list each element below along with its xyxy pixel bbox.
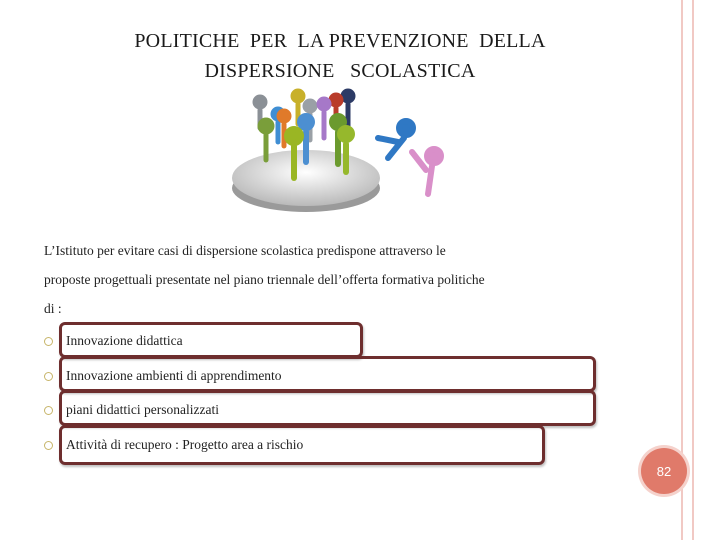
paragraph-line-1: L’Istituto per evitare casi di dispersione scolastica predispone attraverso le: [44, 243, 446, 258]
paragraph-line-2: proposte progettuali presentate nel piano triennale dell’offerta formativa politiche: [44, 272, 485, 287]
bullet-circle-icon: [44, 337, 53, 346]
title-line-2: DISPERSIONE SCOLASTICA: [204, 60, 476, 82]
bullet-label: Innovazione ambienti di apprendimento: [66, 368, 282, 383]
bullet-circle-icon: [44, 441, 53, 450]
bullet-circle-icon: [44, 406, 53, 415]
bullet-label: Innovazione didattica: [66, 333, 183, 348]
page-number-badge: 82: [641, 448, 687, 494]
bullet-label: Attività di recupero : Progetto area a rischio: [66, 437, 304, 452]
people-on-platform-illustration: [228, 86, 448, 218]
title-line-1: POLITICHE PER LA PREVENZIONE DELLA: [134, 30, 546, 52]
paragraph-line-3: di :: [44, 301, 62, 316]
bullet-circle-icon: [44, 372, 53, 381]
bullet-label: piani didattici personalizzati: [66, 402, 219, 417]
description-paragraph: [44, 236, 604, 323]
decorative-line-right: [692, 0, 694, 540]
slide-title: [60, 26, 620, 86]
